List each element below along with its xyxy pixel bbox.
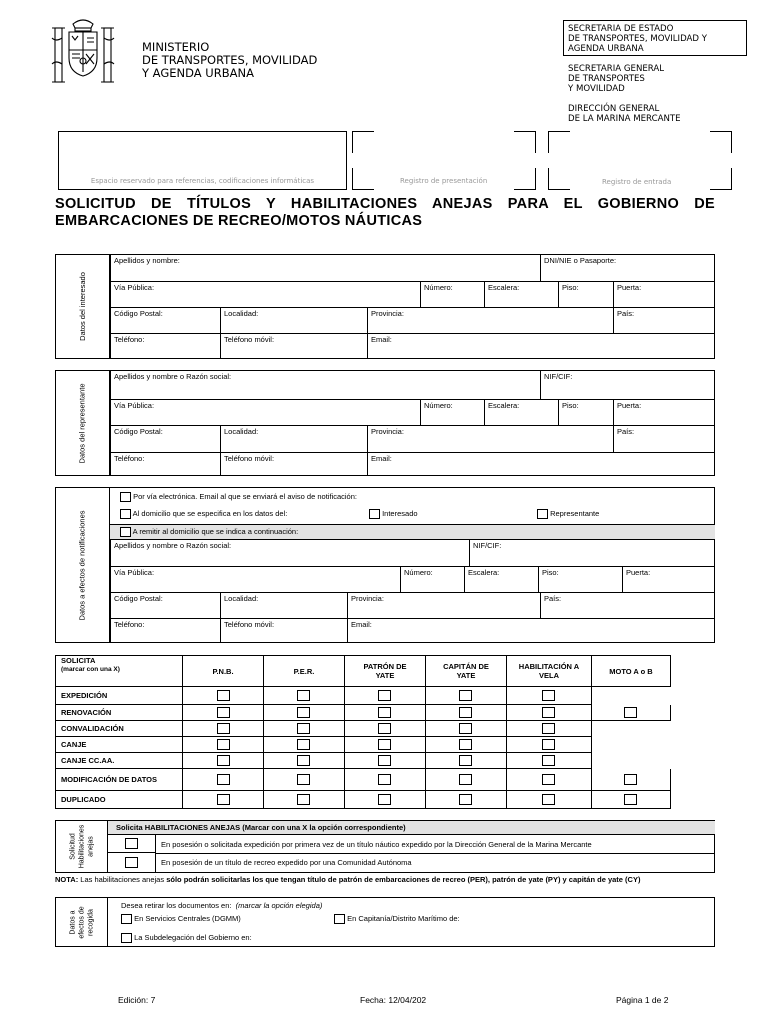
representante-name-field[interactable]: Apellidos y nombre o Razón social: <box>110 370 540 399</box>
habilitaciones-header: Solicita HABILITACIONES ANEJAS (Marcar con una X la opción correspondiente) <box>108 821 715 835</box>
solicita-header-sub: (marcar con una X) <box>61 666 120 673</box>
direccion-general <box>568 104 681 124</box>
row-label: CANJE <box>55 737 183 753</box>
option-checkbox[interactable] <box>624 794 637 805</box>
col-header-patron-yate: PATRÓN DE YATE <box>344 655 426 687</box>
row-label: CONVALIDACIÓN <box>55 721 183 737</box>
representante-email-field[interactable]: Email: <box>367 452 715 475</box>
section-label-text: Datos del interesado <box>78 272 88 341</box>
solicita-cell[interactable] <box>425 705 507 721</box>
habilitacion-option1-cell[interactable] <box>108 835 156 853</box>
notif-movil-field[interactable]: Teléfono móvil: <box>220 618 347 642</box>
corner-mark <box>352 131 374 153</box>
option-checkbox[interactable] <box>217 739 230 750</box>
option-checkbox[interactable] <box>378 774 391 785</box>
section-label-text: Datos del representante <box>78 382 87 464</box>
interesado-name-field[interactable]: Apellidos y nombre: <box>110 254 540 281</box>
solicita-cell[interactable] <box>506 769 592 791</box>
interesado-pais-field[interactable]: País: <box>613 307 715 333</box>
interesado-telefono-field[interactable]: Teléfono: <box>110 333 220 358</box>
option-representante[interactable] <box>537 509 599 519</box>
interesado-piso-field[interactable]: Piso: <box>558 281 613 307</box>
option-checkbox[interactable] <box>624 707 637 718</box>
representante-via-field[interactable]: Vía Pública: <box>110 399 420 425</box>
footer-pagina: Página 1 de 2 <box>616 995 669 1005</box>
form-title-line2: EMBARCACIONES DE RECREO/MOTOS NÁUTICAS <box>55 213 423 229</box>
notif-numero-field[interactable]: Número: <box>400 566 464 592</box>
representante-pais-field[interactable]: País: <box>613 425 715 452</box>
section-label-text: Solicitud Habilitaciones anejas <box>69 824 94 869</box>
domicilio-label: Al domicilio que se especifica en los datos del: <box>132 509 288 518</box>
notif-puerta-field[interactable]: Puerta: <box>622 566 715 592</box>
representante-movil-field[interactable]: Teléfono móvil: <box>220 452 367 475</box>
corner-mark <box>514 168 536 190</box>
solicita-cell[interactable] <box>425 753 507 769</box>
capitania-checkbox[interactable] <box>334 914 345 924</box>
solicita-cell[interactable] <box>263 705 345 721</box>
option-checkbox[interactable] <box>459 755 472 766</box>
registro-entrada-label: Registro de entrada <box>602 178 672 186</box>
option-checkbox[interactable] <box>297 723 310 734</box>
habilitaciones-section <box>55 820 715 873</box>
notif-localidad-field[interactable]: Localidad: <box>220 592 347 618</box>
option-checkbox[interactable] <box>217 690 230 701</box>
interesado-via-field[interactable]: Vía Pública: <box>110 281 420 307</box>
solicita-cell[interactable] <box>263 737 345 753</box>
notif-pais-field[interactable]: País: <box>540 592 715 618</box>
corner-mark <box>514 131 536 153</box>
interesado-doc-field[interactable]: DNI/NIE o Pasaporte: <box>540 254 715 281</box>
recogida-intro <box>121 901 322 910</box>
notif-doc-field[interactable]: NIF/CIF: <box>469 539 715 566</box>
habilitaciones-section-label <box>56 821 108 872</box>
solicita-cell[interactable] <box>263 769 345 791</box>
secretaria-estado <box>568 24 707 54</box>
solicita-cell[interactable] <box>344 721 426 737</box>
notification-options <box>110 488 715 524</box>
habilitacion-option2-label: En posesión de un título de recreo expedido por una Comunidad Autónoma <box>161 858 412 867</box>
option-remitir[interactable] <box>110 524 715 539</box>
notif-via-field[interactable]: Vía Pública: <box>110 566 400 592</box>
solicita-cell[interactable] <box>425 687 507 705</box>
recogida-intro-text: Desea retirar los documentos en: <box>121 901 232 910</box>
solicita-header-main: SOLICITA <box>61 656 96 665</box>
notificaciones-section-label <box>56 488 110 642</box>
habilitacion-option2-cell[interactable] <box>108 853 156 872</box>
habilitacion-option2-checkbox[interactable] <box>125 857 138 868</box>
col-header-moto: MOTO A o B <box>591 655 671 687</box>
row-label: DUPLICADO <box>55 791 183 809</box>
solicita-table <box>55 655 675 810</box>
ministry-line: DE TRANSPORTES, MOVILIDAD <box>142 53 318 67</box>
option-checkbox[interactable] <box>378 739 391 750</box>
corner-mark <box>710 168 732 190</box>
representante-localidad-field[interactable]: Localidad: <box>220 425 367 452</box>
interesado-cp-field[interactable]: Código Postal: <box>110 307 220 333</box>
option-checkbox[interactable] <box>217 755 230 766</box>
solicita-cell[interactable] <box>591 769 671 791</box>
reserved-space-label: Espacio reservado para referencias, codificaciones informáticas <box>90 177 315 185</box>
option-checkbox[interactable] <box>542 739 555 750</box>
option-checkbox[interactable] <box>297 690 310 701</box>
representante-section <box>55 370 715 476</box>
notif-provincia-field[interactable]: Provincia: <box>347 592 540 618</box>
nota-text <box>55 875 640 884</box>
servicios-centrales-checkbox[interactable] <box>121 914 132 924</box>
solicita-cell[interactable] <box>182 721 264 737</box>
solicita-cell[interactable] <box>425 737 507 753</box>
option-checkbox[interactable] <box>459 690 472 701</box>
coat-of-arms-icon <box>47 14 119 86</box>
option-checkbox[interactable] <box>297 755 310 766</box>
notif-escalera-field[interactable]: Escalera: <box>464 566 538 592</box>
solicita-cell[interactable] <box>182 737 264 753</box>
option-checkbox[interactable] <box>542 690 555 701</box>
secretaria-general <box>568 64 664 94</box>
solicita-cell[interactable] <box>182 791 264 809</box>
solicita-cell[interactable] <box>263 791 345 809</box>
solicita-cell[interactable] <box>506 705 592 721</box>
solicita-cell[interactable] <box>591 705 671 721</box>
recogida-intro-hint: (marcar la opción elegida) <box>235 901 323 910</box>
interesado-puerta-field[interactable]: Puerta: <box>613 281 715 307</box>
option-checkbox[interactable] <box>459 774 472 785</box>
remitir-label: A remitir al domicilio que se indica a continuación: <box>132 527 299 536</box>
option-servicios-centrales[interactable] <box>121 914 241 924</box>
option-subdelegacion[interactable] <box>121 933 252 943</box>
representante-numero-field[interactable]: Número: <box>420 399 484 425</box>
org-line: DIRECCIÓN GENERAL <box>568 104 660 114</box>
solicita-cell[interactable] <box>506 753 592 769</box>
notif-telefono-field[interactable]: Teléfono: <box>110 618 220 642</box>
option-checkbox[interactable] <box>459 723 472 734</box>
solicita-cell[interactable] <box>263 721 345 737</box>
corner-mark <box>548 131 570 153</box>
solicita-cell[interactable] <box>425 721 507 737</box>
solicita-cell[interactable] <box>344 753 426 769</box>
col-header-per: P.E.R. <box>263 655 345 687</box>
solicita-cell[interactable] <box>182 769 264 791</box>
ministry-line: MINISTERIO <box>142 40 210 54</box>
notif-name-field[interactable]: Apellidos y nombre o Razón social: <box>110 539 469 566</box>
option-checkbox[interactable] <box>624 774 637 785</box>
col-header-pnb: P.N.B. <box>182 655 264 687</box>
option-checkbox[interactable] <box>378 707 391 718</box>
representante-puerta-field[interactable]: Puerta: <box>613 399 715 425</box>
interesado-numero-field[interactable]: Número: <box>420 281 484 307</box>
option-checkbox[interactable] <box>217 794 230 805</box>
option-checkbox[interactable] <box>297 794 310 805</box>
habilitacion-option1-checkbox[interactable] <box>125 838 138 849</box>
org-line: DE TRANSPORTES <box>568 74 645 84</box>
section-label-text: Datos a efectos de notificaciones <box>78 509 88 621</box>
option-interesado[interactable] <box>369 509 418 519</box>
representante-section-label <box>56 371 110 475</box>
row-label: CANJE CC.AA. <box>55 753 183 769</box>
option-checkbox[interactable] <box>542 774 555 785</box>
form-title-line1: SOLICITUD DE TÍTULOS Y HABILITACIONES ANEJAS PARA EL GOBIERNO DE <box>55 196 715 212</box>
org-line: DE TRANSPORTES, MOVILIDAD Y <box>568 34 708 44</box>
divider <box>156 853 715 854</box>
solicita-cell[interactable] <box>506 737 592 753</box>
footer-edicion: Edición: 7 <box>118 995 156 1005</box>
representante-checkbox[interactable] <box>537 509 548 519</box>
col-header-habilitacion-vela: HABILITACIÓN A VELA <box>506 655 592 687</box>
notificaciones-section <box>55 487 715 643</box>
option-checkbox[interactable] <box>459 794 472 805</box>
reserved-space-box <box>58 131 347 190</box>
solicita-cell[interactable] <box>182 705 264 721</box>
corner-mark <box>352 168 374 190</box>
interesado-email-field[interactable]: Email: <box>367 333 715 358</box>
representante-escalera-field[interactable]: Escalera: <box>484 399 558 425</box>
interesado-section <box>55 254 715 359</box>
registro-presentacion-label: Registro de presentación <box>400 177 488 185</box>
interesado-localidad-field[interactable]: Localidad: <box>220 307 367 333</box>
representante-label: Representante <box>550 509 600 518</box>
solicita-cell[interactable] <box>425 791 507 809</box>
footer-fecha: Fecha: 12/04/202 <box>360 995 427 1005</box>
habilitacion-option1-label: En posesión o solicitada expedición por primera vez de un título náutico expedido por la Dirección General de la Marina Mercante <box>161 840 592 849</box>
nota-prefix: NOTA: <box>55 875 79 884</box>
option-checkbox[interactable] <box>378 755 391 766</box>
subdelegacion-label: La Subdelegación del Gobierno en: <box>134 933 252 942</box>
option-capitania[interactable] <box>334 914 460 924</box>
solicita-cell[interactable] <box>263 753 345 769</box>
option-checkbox[interactable] <box>542 707 555 718</box>
interesado-movil-field[interactable]: Teléfono móvil: <box>220 333 367 358</box>
capitania-label: En Capitanía/Distrito Marítimo de: <box>347 914 460 923</box>
solicita-cell[interactable] <box>344 705 426 721</box>
option-checkbox[interactable] <box>378 723 391 734</box>
domicilio-checkbox[interactable] <box>120 509 131 519</box>
ministry-line: Y AGENDA URBANA <box>142 66 254 80</box>
option-checkbox[interactable] <box>378 794 391 805</box>
solicita-cell[interactable] <box>344 791 426 809</box>
notif-cp-field[interactable]: Código Postal: <box>110 592 220 618</box>
org-line: SECRETARIA DE ESTADO <box>568 24 674 34</box>
representante-doc-field[interactable]: NIF/CIF: <box>540 370 715 399</box>
row-label: EXPEDICIÓN <box>55 687 183 705</box>
representante-provincia-field[interactable]: Provincia: <box>367 425 613 452</box>
option-checkbox[interactable] <box>542 794 555 805</box>
notif-email-field[interactable]: Email: <box>347 618 715 642</box>
solicita-cell[interactable] <box>182 753 264 769</box>
electronic-label: Por vía electrónica. Email al que se enviará el aviso de notificación: <box>133 492 357 501</box>
representante-telefono-field[interactable]: Teléfono: <box>110 452 220 475</box>
row-label: RENOVACIÓN <box>55 705 183 721</box>
coat-of-arms-logo <box>47 14 119 86</box>
option-checkbox[interactable] <box>459 739 472 750</box>
option-checkbox[interactable] <box>378 690 391 701</box>
option-checkbox[interactable] <box>297 707 310 718</box>
solicita-cell[interactable] <box>591 791 671 809</box>
recogida-section-label <box>56 898 108 946</box>
option-checkbox[interactable] <box>542 755 555 766</box>
solicita-cell[interactable] <box>344 769 426 791</box>
interesado-provincia-field[interactable]: Provincia: <box>367 307 613 333</box>
interesado-checkbox[interactable] <box>369 509 380 519</box>
nota-bold: sólo podrán solicitarlas los que tengan título de patrón de embarcaciones de recreo (PER), patrón de yate (PY) y capitán de yate (CY) <box>166 875 641 884</box>
solicita-header <box>55 655 183 687</box>
corner-mark <box>710 131 732 153</box>
option-checkbox[interactable] <box>459 707 472 718</box>
section-label-text: Datos a efectos de recogida <box>69 905 94 939</box>
option-checkbox[interactable] <box>297 739 310 750</box>
option-checkbox[interactable] <box>217 723 230 734</box>
option-electronic[interactable] <box>120 492 357 502</box>
option-domicilio[interactable] <box>120 509 287 519</box>
row-label: MODIFICACIÓN DE DATOS <box>55 769 183 791</box>
org-line: AGENDA URBANA <box>568 44 644 54</box>
solicita-cell[interactable] <box>506 687 592 705</box>
remitir-checkbox[interactable] <box>120 527 131 537</box>
solicita-cell[interactable] <box>263 687 345 705</box>
ministry-name <box>142 41 317 80</box>
solicita-cell[interactable] <box>425 769 507 791</box>
org-line: SECRETARIA GENERAL <box>568 64 665 74</box>
electronic-checkbox[interactable] <box>120 492 131 502</box>
option-checkbox[interactable] <box>217 774 230 785</box>
option-checkbox[interactable] <box>542 723 555 734</box>
solicita-cell[interactable] <box>182 687 264 705</box>
interesado-escalera-field[interactable]: Escalera: <box>484 281 558 307</box>
solicita-cell[interactable] <box>344 687 426 705</box>
col-header-capitan-yate: CAPITÁN DE YATE <box>425 655 507 687</box>
org-line: Y MOVILIDAD <box>568 84 625 94</box>
solicita-cell[interactable] <box>506 721 592 737</box>
recogida-section <box>55 897 715 947</box>
corner-mark <box>548 168 570 190</box>
representante-piso-field[interactable]: Piso: <box>558 399 613 425</box>
representante-cp-field[interactable]: Código Postal: <box>110 425 220 452</box>
solicita-cell[interactable] <box>506 791 592 809</box>
interesado-section-label <box>56 255 110 358</box>
nota-normal: Las habilitaciones anejas <box>78 875 167 884</box>
notif-piso-field[interactable]: Piso: <box>538 566 622 592</box>
subdelegacion-checkbox[interactable] <box>121 933 132 943</box>
servicios-centrales-label: En Servicios Centrales (DGMM) <box>134 914 241 923</box>
option-checkbox[interactable] <box>297 774 310 785</box>
option-checkbox[interactable] <box>217 707 230 718</box>
solicita-cell[interactable] <box>344 737 426 753</box>
org-line: DE LA MARINA MERCANTE <box>568 114 681 124</box>
interesado-label: Interesado <box>382 509 418 518</box>
